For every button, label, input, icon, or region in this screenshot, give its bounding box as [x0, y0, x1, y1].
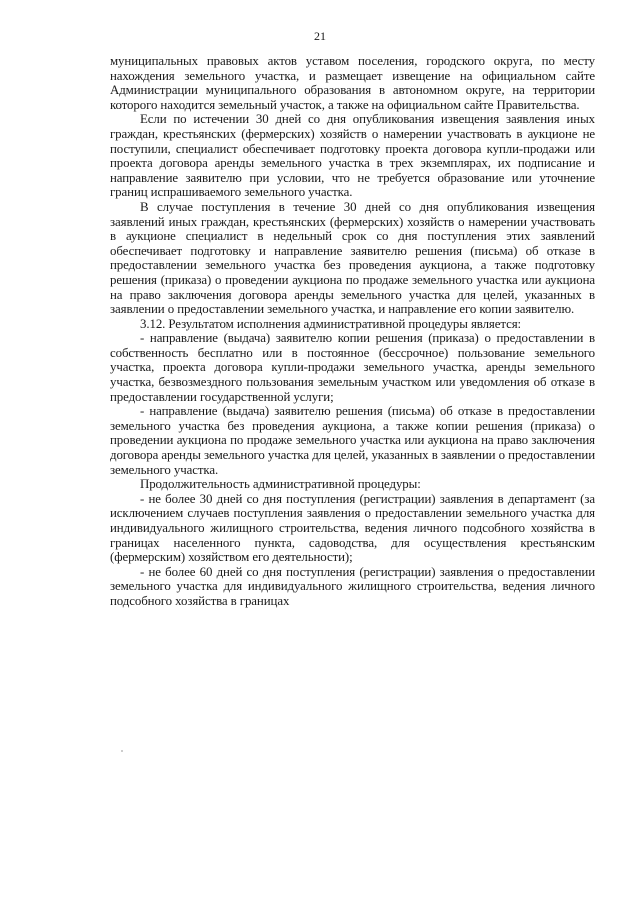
scan-speck	[121, 750, 123, 752]
paragraph-duration-item-2: - не более 60 дней со дня поступления (регистрации) заявления о предоставлении земельного участка для индивидуального жилищного строительства, ведения личного подсобного хозяйства в границах	[110, 564, 595, 608]
paragraph-result-item-2: - направление (выдача) заявителю решения (письма) об отказе в предоставлении земельного участка без проведения аукциона, а также копии решения (приказа) о проведении аукциона по продаже земельного участка или аукциона на право заключения договора аренды земельного участка для целей, указанных в заявлении о предоставлении земельного участка.	[110, 404, 595, 477]
paragraph-applications-received: В случае поступления в течение 30 дней со дня опубликования извещения заявлений иных граждан, крестьянских (фермерских) хозяйств о намерении участвовать в аукционе специалист в недельный срок со дня поступления этих заявлений обеспечивает подготовку и направление заявителю решения (письма) об отказе в предоставлении земельного участка без проведения аукциона, а также подготовку решения (приказа) о проведении аукциона по продаже земельного участка или аукциона на право заключения договора аренды земельного участка для целей, указанных в заявлении о предоставлении земельного участка, и направление его копии заявителю.	[110, 199, 595, 317]
paragraph-result-item-1: - направление (выдача) заявителю копии решения (приказа) о предоставлении в собственность бесплатно или в постоянное (бессрочное) пользование земельного участка, проекта договора купли-продажи земельного участка, аренды земельного участка, безвозмездного пользования земельным участком или уведомления об отказе в предоставлении государственной услуги;	[110, 331, 595, 404]
page-number: 21	[314, 29, 326, 43]
document-body	[110, 54, 595, 609]
paragraph-duration-item-1: - не более 30 дней со дня поступления (регистрации) заявления в департамент (за исключением случаев поступления заявления о предоставлении земельного участка для индивидуального жилищного строительства, ведения личного подсобного хозяйства в границах населенного пункта, садоводства, для осуществления крестьянским (фермерским) хозяйством его деятельности);	[110, 491, 595, 565]
paragraph-duration-heading: Продолжительность административной процедуры:	[140, 477, 421, 492]
paragraph-publication-continuation: муниципальных правовых актов уставом поселения, городского округа, по месту нахождения земельного участка, и размещает извещение на официальном сайте Администрации муниципального образования в автономном округе, на территории которого находится земельный участок, а также на официальном сайте Правительства.	[110, 54, 595, 112]
paragraph-no-applications: Если по истечении 30 дней со дня опубликования извещения заявления иных граждан, крестьянских (фермерских) хозяйств о намерении участвовать в аукционе не поступили, специалист обеспечивает подготовку проекта договора купли-продажи или проекта договора аренды земельного участка в трех экземплярах, их подписание и направление заявителю при условии, что не требуется образование или уточнение границ испрашиваемого земельного участка.	[110, 112, 595, 200]
paragraph-procedure-result-heading: 3.12. Результатом исполнения административной процедуры является:	[140, 316, 522, 331]
